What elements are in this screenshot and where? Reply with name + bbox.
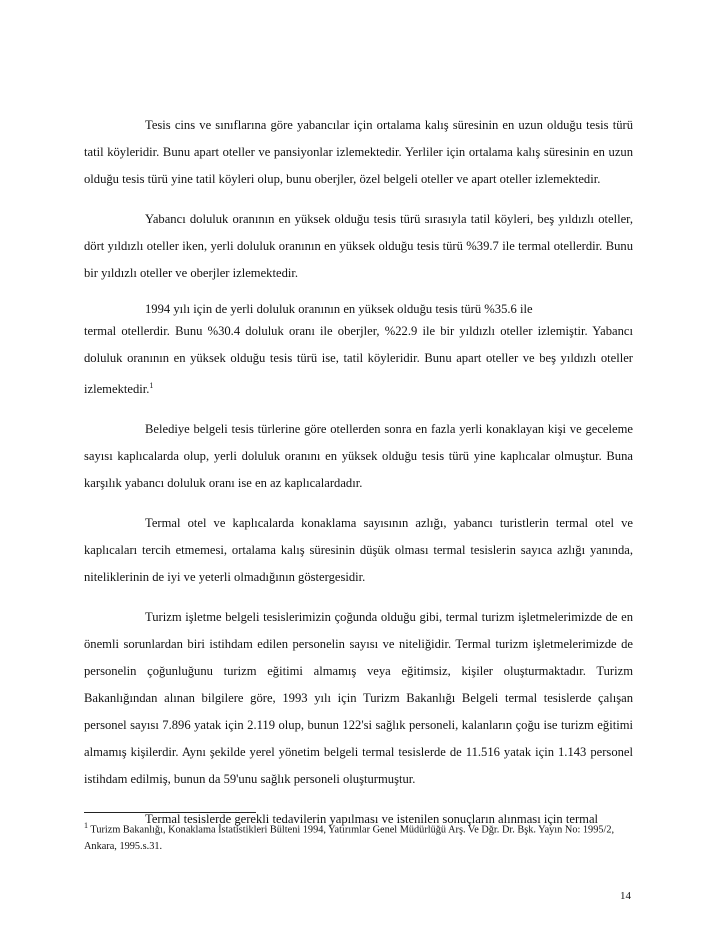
paragraph-7: Termal tesislerde gerekli tedavilerin yapılması ve istenilen sonuçların alınması için termal [145,812,599,827]
footnote-marker: 1 [84,821,88,830]
paragraph-3 [84,318,633,403]
paragraph-3-lead: 1994 yılı için de yerli doluluk oranının en yüksek olduğu tesis türü %35.6 ile [145,302,533,316]
footnote-reference: 1 [149,381,154,390]
paragraph-4: Belediye belgeli tesis türlerine göre otellerden sonra en fazla yerli konaklayan kişi ve geceleme sayısı kaplıcalarda olup, yerli doluluk oranını en yüksek olduğu tesis türü yine kaplıcalar olmuştur. Buna karşılık yabancı doluluk oranı ise en az kaplıcalardadır. [84,422,633,491]
footnote-text: Turizm Bakanlığı, Konaklama İstatistikleri Bülteni 1994, Yatırımlar Genel Müdürlüğü Arş. Ve Dğr. Dr. Bşk. Yayın No: 1995/2, Ankara, 1995.s.31. [84,824,615,853]
paragraph-6: Turizm işletme belgeli tesislerimizin çoğunda olduğu gibi, termal turizm işletmelerimizde de en önemli sorunlardan biri istihdam edilen personelin sayısı ve niteliğidir. Termal turizm işletmelerimizde de personelin çoğunluğunu turizm eğitimi almamış veya eğitimsiz, kişiler oluşturmaktadır. Turizm Bakanlığından alınan bilgilere göre, 1993 yılı için Turizm Bakanlığı Belgeli termal tesislerde çalışan personel sayısı 7.896 yatak için 2.119 olup, bunun 122'si sağlık personeli, kalanların çoğu ise turizm eğitimi almamış kişilerdir. Aynı şekilde yerel yönetim belgeli termal tesislerde de 11.516 yatak için 1.143 personel istihdam edilmiş, bunun da 59'unu sağlık personeli oluşturmuştur. [84,610,633,787]
footnote [84,817,644,855]
paragraph-1: Tesis cins ve sınıflarına göre yabancılar için ortalama kalış süresinin en uzun olduğu tesis türü tatil köyleridir. Bunu apart oteller ve pansiyonlar izlemektedir. Yerliler için ortalama kalış süresinin en uzun olduğu tesis türü yine tatil köyleri olup, bunu oberjler, özel belgeli oteller ve apart oteller izlemektedir. [84,118,633,186]
page-body [84,112,633,833]
page-number: 14 [620,890,631,902]
paragraph-3-text: termal otellerdir. Bunu %30.4 doluluk oranı ile oberjler, %22.9 ile bir yıldızlı oteller izlemiştir. Yabancı doluluk oranının en yüksek olduğu tesis türü ise, tatil köyleridir. Bunu apart oteller ve beş yıldızlı oteller izlemektedir. [84,324,633,397]
footnote-divider [84,812,256,813]
paragraph-5: Termal otel ve kaplıcalarda konaklama sayısının azlığı, yabancı turistlerin termal otel ve kaplıcaları tercih etmemesi, ortalama kalış süresinin düşük olması termal tesislerin sayıca azlığı yanında, niteliklerinin de iyi ve yeterli olmadığının göstergesidir. [84,516,633,585]
paragraph-2: Yabancı doluluk oranının en yüksek olduğu tesis türü sırasıyla tatil köyleri, beş yıldızlı oteller, dört yıldızlı oteller iken, yerli doluluk oranının en yüksek olduğu tesis türü %39.7 ile termal otellerdir. Bunu bir yıldızlı oteller ve oberjler izlemektedir. [84,212,633,280]
